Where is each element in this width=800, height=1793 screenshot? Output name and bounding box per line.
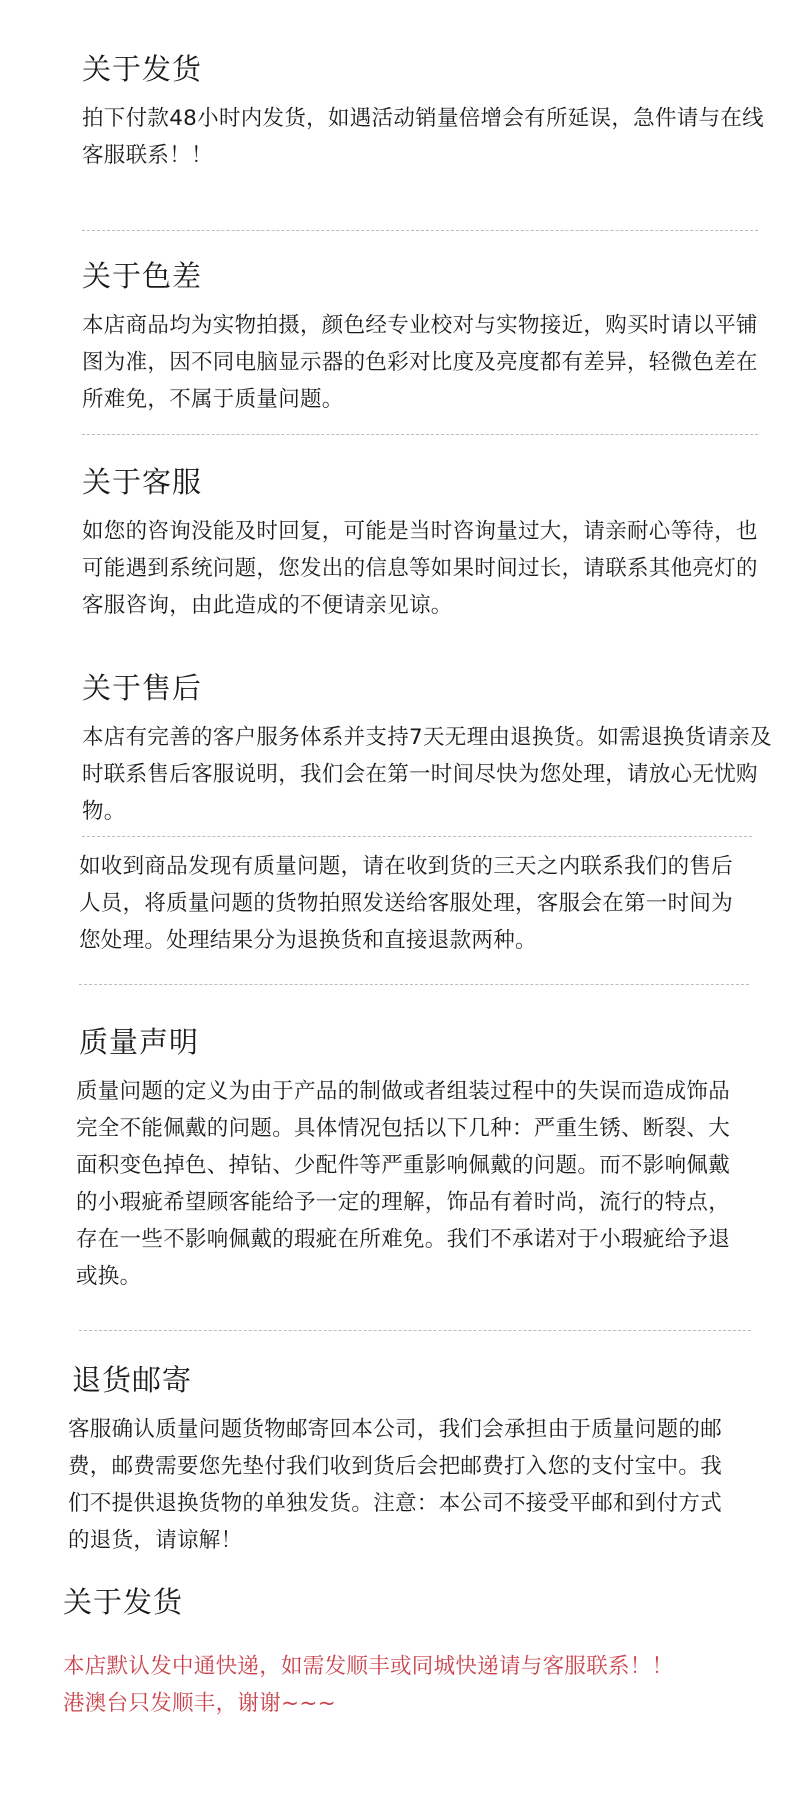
section-title-returns: 退货邮寄	[72, 1363, 193, 1397]
divider	[82, 434, 758, 435]
divider	[82, 230, 758, 231]
section-title-shipping-courier: 关于发货	[63, 1585, 184, 1619]
section-title-quality: 质量声明	[79, 1025, 200, 1059]
section-body-shipping: 拍下付款48小时内发货，如遇活动销量倍增会有所延误，急件请与在线客服联系！！	[82, 106, 764, 168]
section-title-color: 关于色差	[82, 259, 203, 293]
section-body-shipping-courier: 本店默认发中通快递，如需发顺丰或同城快递请与客服联系！！ 港澳台只发顺丰，谢谢~~~	[63, 1654, 674, 1716]
section-title-shipping: 关于发货	[82, 52, 203, 86]
section-body-aftersales: 本店有完善的客户服务体系并支持7天无理由退换货。如需退换货请亲及时联系售后客服说明，我们会在第一时间尽快为您处理，请放心无忧购物。	[82, 725, 772, 824]
section-body-color: 本店商品均为实物拍摄，颜色经专业校对与实物接近，购买时请以平铺图为准，因不同电脑显示器的色彩对比度及亮度都有差异，轻微色差在所难免，不属于质量问题。	[82, 313, 758, 412]
divider	[82, 836, 752, 837]
divider	[79, 984, 749, 985]
divider	[79, 1330, 751, 1331]
section-body-quality: 质量问题的定义为由于产品的制做或者组装过程中的失误而造成饰品完全不能佩戴的问题。具体情况包括以下几种：严重生锈、断裂、大面积变色掉色、掉钻、少配件等严重影响佩戴的问题。而不影响佩戴的小瑕疵希望顾客能给予一定的理解，饰品有着时尚，流行的特点，存在一些不影响佩戴的瑕疵在所难免。我们不承诺对于小瑕疵给予退或换。	[76, 1079, 731, 1289]
section-title-service: 关于客服	[82, 465, 203, 499]
section-body-aftersales-quality: 如收到商品发现有质量问题，请在收到货的三天之内联系我们的售后人员，将质量问题的货物拍照发送给客服处理，客服会在第一时间为您处理。处理结果分为退换货和直接退款两种。	[79, 854, 734, 953]
section-body-service: 如您的咨询没能及时回复，可能是当时咨询量过大，请亲耐心等待，也可能遇到系统问题，您发出的信息等如果时间过长，请联系其他亮灯的客服咨询，由此造成的不便请亲见谅。	[82, 519, 758, 618]
section-body-returns: 客服确认质量问题货物邮寄回本公司，我们会承担由于质量问题的邮费，邮费需要您先垫付我们收到货后会把邮费打入您的支付宝中。我们不提供退换货物的单独发货。注意：本公司不接受平邮和到付方式的退货，请谅解！	[68, 1417, 723, 1553]
section-title-aftersales: 关于售后	[82, 671, 203, 705]
